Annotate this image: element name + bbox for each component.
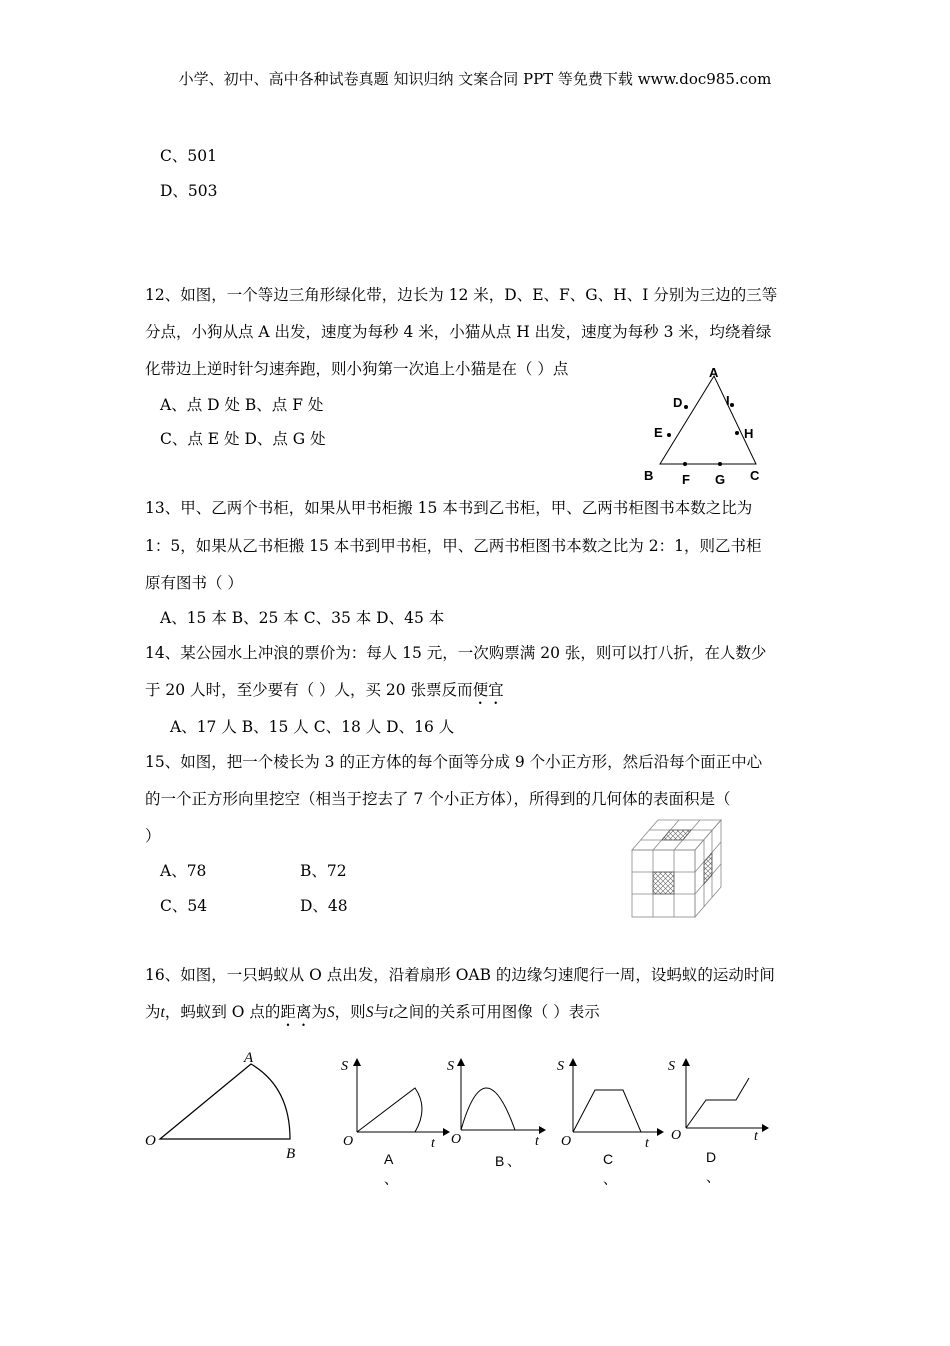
q13-line3: 原有图书（ ） [145,574,243,592]
q16-text-b: ，蚂蚁到 O 点的 [164,1003,281,1021]
point-g [718,462,722,466]
graph-c-label: C [603,1151,614,1167]
q11-option-c: C、501 [160,147,217,165]
q13-line1: 13、甲、乙两个书柜，如果从甲书柜搬 15 本书到乙书柜，甲、乙两书柜图书本数之比为 [145,499,753,517]
q16-text-c: 为 [311,1003,327,1021]
q13-line2: 1：5，如果从乙书柜搬 15 本书到甲书柜，甲、乙两书柜图书本数之比为 2：1，则乙书柜 [145,537,762,555]
q14-options: A、17 人 B、15 人 C、18 人 D、16 人 [170,718,455,736]
graph-a [335,1052,450,1192]
point-i [730,403,734,407]
svg-text:t: t [645,1136,649,1151]
label-f: F [682,472,690,487]
svg-text:O: O [343,1134,354,1149]
svg-text:、: 、 [706,1169,720,1185]
label-d: D [673,395,683,410]
graph-b [443,1052,548,1192]
q12-options-row1: A、点 D 处 B、点 F 处 [160,396,324,414]
q14-emphasis-word: 便宜 [472,681,504,699]
point-f [683,462,687,466]
label-g: G [715,472,726,487]
q16-var-s2: S [365,1004,374,1021]
side-hole [704,853,712,884]
svg-text:S: S [557,1059,564,1074]
svg-text:、: 、 [603,1171,617,1187]
q16-text-e: 与 [373,1003,389,1021]
sector-label-b: B [286,1146,296,1162]
q14-line2-text: 于 20 人时，至少要有（ ）人，买 20 张票反而 [145,681,473,699]
graph-a-label: A [384,1151,394,1167]
graph-d-label: D [706,1149,717,1165]
label-a: A [709,365,719,380]
q16-line1: 16、如图，一只蚂蚁从 O 点出发，沿着扇形 OAB 的边缘匀速爬行一周，设蚂蚁的运动时间 [145,966,775,984]
q12-line3: 化带边上逆时针匀速奔跑，则小狗第一次追上小猫是在（ ）点 [145,360,569,378]
q16-line2 [145,1002,600,1030]
svg-text:t: t [754,1129,758,1144]
svg-text:S: S [668,1059,675,1074]
q12-options-row2: C、点 E 处 D、点 G 处 [160,430,326,448]
q15-option-b: B、72 [300,862,347,880]
svg-text:O: O [451,1132,462,1147]
label-h: H [744,426,754,441]
q13-options: A、15 本 B、25 本 C、35 本 D、45 本 [160,609,445,627]
q15-option-a: A、78 [160,862,207,880]
point-h [735,431,739,435]
graph-c [553,1052,668,1192]
q16-var-s: S [326,1004,335,1021]
q15-line1: 15、如图，把一个棱长为 3 的正方体的每个面等分成 9 个小正方形，然后沿每个面正中心 [145,753,763,771]
q16-text-f: 之间的关系可用图像（ ）表示 [393,1003,600,1021]
label-c: C [750,468,760,483]
svg-text:S: S [341,1059,348,1074]
q12-line1: 12、如图，一个等边三角形绿化带，边长为 12 米，D、E、F、G、H、I 分别为三边的三等 [145,286,778,304]
sector-label-o: O [145,1133,156,1149]
cube-figure [628,816,728,922]
q15-line2: 的一个正方形向里挖空（相当于挖去了 7 个小正方体），所得到的几何体的表面积是（ [145,790,731,808]
q16-text-a: 为 [145,1003,161,1021]
sector-figure [140,1045,315,1165]
svg-text:t: t [431,1136,435,1151]
q11-option-d: D、503 [160,182,218,200]
sector-label-a: A [244,1050,254,1066]
q16-text-d: ，则 [334,1003,366,1021]
triangle-figure [638,360,768,488]
point-d [684,405,688,409]
graph-d [666,1052,771,1192]
q16-var-t: t [160,1004,165,1021]
q14-line1: 14、某公园水上冲浪的票价为：每人 15 元，一次购票满 20 张，则可以打八折，在人数少 [145,644,767,662]
q15-option-d: D、48 [300,897,348,915]
label-e: E [654,425,663,440]
page-header: 小学、初中、高中各种试卷真题 知识归纳 文案合同 PPT 等免费下载 www.doc985.com [178,70,772,88]
q16-var-t2: t [388,1004,394,1021]
label-i: I [726,393,730,408]
point-e [667,433,671,437]
q15-line3: ） [145,827,161,845]
q15-option-c: C、54 [160,897,208,915]
graph-b-label: B [495,1153,505,1169]
q16-emphasis-word: 距离 [280,1003,312,1021]
svg-text:O: O [561,1134,572,1149]
q12-line2: 分点，小狗从点 A 出发，速度为每秒 4 米，小猫从点 H 出发，速度为每秒 3 米，均绕着绿 [145,323,772,341]
label-b: B [644,468,654,483]
svg-text:、: 、 [384,1171,398,1187]
q14-line2 [145,680,504,708]
svg-text:、: 、 [507,1153,521,1169]
svg-text:S: S [447,1059,454,1074]
svg-text:t: t [535,1134,539,1149]
front-hole [653,872,674,894]
svg-text:O: O [671,1128,682,1143]
top-hole [662,830,691,840]
